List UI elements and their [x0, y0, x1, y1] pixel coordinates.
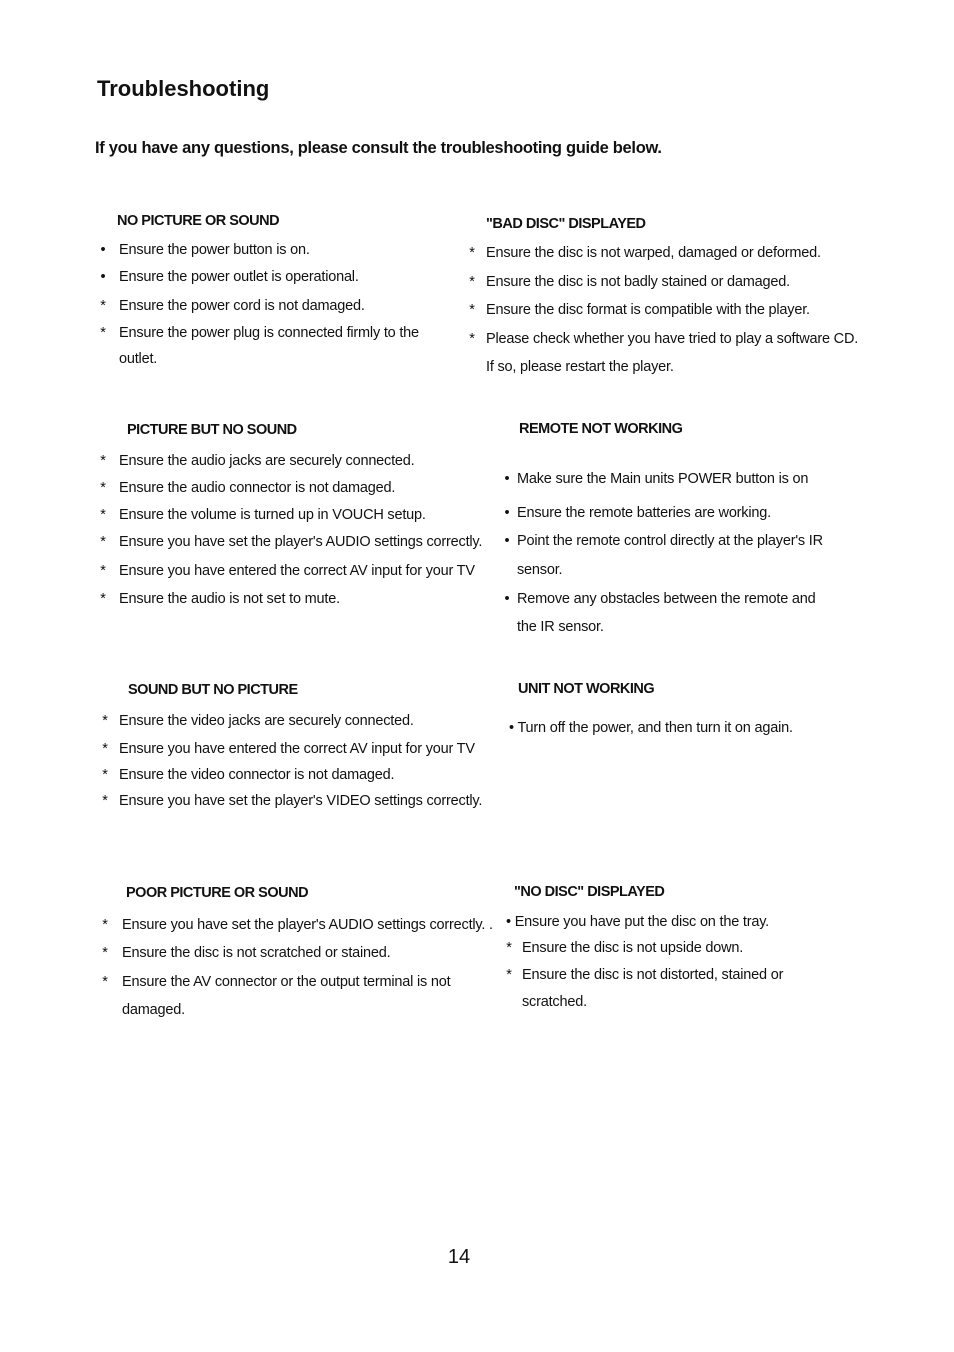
item-text: Ensure you have entered the correct AV input for your TV	[119, 563, 475, 579]
section-title: "NO DISC" DISPLAYED	[514, 884, 665, 900]
item-text: Ensure the disc is not distorted, stained or	[522, 967, 784, 983]
item-text: Ensure the volume is turned up in VOUCH setup.	[119, 507, 426, 523]
item-text: Make sure the Main units POWER button is on	[517, 471, 809, 487]
item-text: damaged.	[122, 1002, 185, 1018]
asterisk-icon: *	[506, 940, 512, 956]
item-text: • Turn off the power, and then turn it on again.	[509, 720, 793, 736]
item-text: Point the remote control directly at the player's IR	[517, 533, 823, 549]
asterisk-icon: *	[100, 480, 106, 496]
bullet-icon: •	[100, 242, 106, 258]
bullet-icon: •	[504, 591, 510, 607]
bullet-icon: •	[100, 269, 106, 285]
asterisk-icon: *	[506, 967, 512, 983]
section-title: POOR PICTURE OR SOUND	[126, 885, 309, 901]
asterisk-icon: *	[469, 331, 475, 347]
item-text: • Ensure you have put the disc on the tray.	[506, 914, 770, 930]
asterisk-icon: *	[102, 945, 108, 961]
item-text: Ensure you have set the player's VIDEO settings correctly.	[119, 793, 483, 809]
item-text: If so, please restart the player.	[486, 359, 674, 375]
item-text: Ensure the power cord is not damaged.	[119, 298, 365, 314]
asterisk-icon: *	[100, 507, 106, 523]
asterisk-icon: *	[100, 534, 106, 550]
item-text: Ensure the disc is not badly stained or damaged.	[486, 274, 790, 290]
section-title: NO PICTURE OR SOUND	[117, 213, 280, 229]
asterisk-icon: *	[100, 298, 106, 314]
section-title: "BAD DISC" DISPLAYED	[486, 216, 646, 232]
asterisk-icon: *	[102, 974, 108, 990]
intro-text: If you have any questions, please consult the troubleshooting guide below.	[95, 139, 662, 157]
item-text: Ensure the audio jacks are securely connected.	[119, 453, 415, 469]
item-text: Ensure you have entered the correct AV input for your TV	[119, 741, 475, 757]
item-text: Remove any obstacles between the remote and	[517, 591, 816, 607]
item-text: Ensure the power button is on.	[119, 242, 310, 258]
item-text: outlet.	[119, 351, 158, 367]
section-title: SOUND BUT NO PICTURE	[128, 682, 298, 698]
asterisk-icon: *	[102, 741, 108, 757]
page-number: 14	[447, 1246, 471, 1268]
bullet-icon: •	[504, 471, 510, 487]
asterisk-icon: *	[100, 563, 106, 579]
item-text: Ensure the AV connector or the output terminal is not	[122, 974, 451, 990]
item-text: Ensure the audio is not set to mute.	[119, 591, 340, 607]
item-text: Ensure the disc is not warped, damaged or deformed.	[486, 245, 821, 261]
item-text: Ensure the remote batteries are working.	[517, 505, 771, 521]
page-title: Troubleshooting	[97, 76, 270, 101]
item-text: the IR sensor.	[517, 619, 604, 635]
asterisk-icon: *	[100, 325, 106, 341]
item-text: Ensure the disc is not scratched or stained.	[122, 945, 391, 961]
item-text: Please check whether you have tried to play a software CD.	[486, 331, 859, 347]
item-text: Ensure you have set the player's AUDIO settings correctly.	[119, 534, 483, 550]
item-text: Ensure the video jacks are securely connected.	[119, 713, 414, 729]
section-title: PICTURE BUT NO SOUND	[127, 422, 297, 438]
item-text: Ensure the video connector is not damaged.	[119, 767, 395, 783]
item-text: Ensure the power plug is connected firmly to the	[119, 325, 419, 341]
item-text: scratched.	[522, 994, 587, 1010]
item-text: Ensure the audio connector is not damaged.	[119, 480, 396, 496]
bullet-icon: •	[504, 505, 510, 521]
asterisk-icon: *	[469, 245, 475, 261]
section-title: UNIT NOT WORKING	[518, 681, 655, 697]
asterisk-icon: *	[100, 591, 106, 607]
section-title: REMOTE NOT WORKING	[519, 421, 683, 437]
item-text: Ensure you have set the player's AUDIO settings correctly. .	[122, 917, 493, 933]
asterisk-icon: *	[102, 793, 108, 809]
item-text: Ensure the power outlet is operational.	[119, 269, 359, 285]
asterisk-icon: *	[102, 917, 108, 933]
asterisk-icon: *	[469, 302, 475, 318]
asterisk-icon: *	[102, 767, 108, 783]
asterisk-icon: *	[100, 453, 106, 469]
asterisk-icon: *	[102, 713, 108, 729]
item-text: Ensure the disc format is compatible with the player.	[486, 302, 810, 318]
bullet-icon: •	[504, 533, 510, 549]
item-text: sensor.	[517, 562, 563, 578]
asterisk-icon: *	[469, 274, 475, 290]
item-text: Ensure the disc is not upside down.	[522, 940, 744, 956]
